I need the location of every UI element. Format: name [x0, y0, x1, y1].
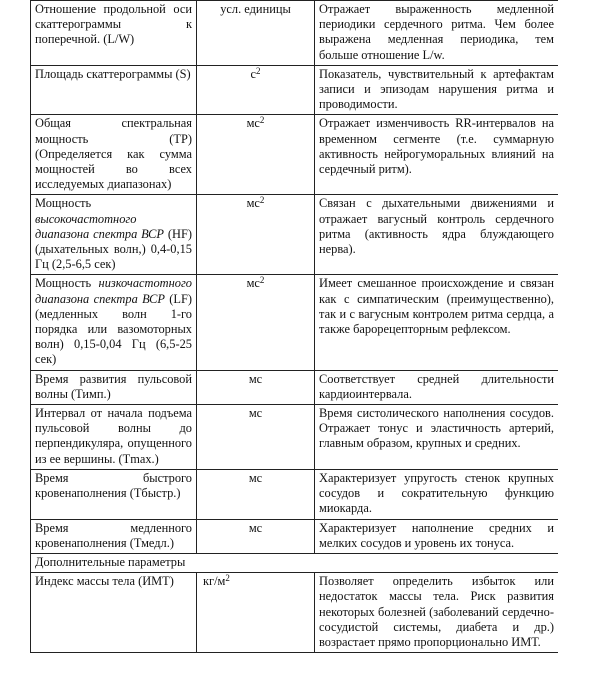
description-cell: Имеет смешанное происхождение и связан как с симпатическим (преимущественно), так и с вагусным контролем ритма сердца, а также барорецепторным рефлексом. — [315, 275, 559, 370]
table-row — [31, 115, 559, 195]
unit-cell: мс — [197, 469, 315, 519]
parameter-rest-text: (LF) (медленных волн 1-го порядка или вазомоторных волн) 0,15-0,04 Гц (6,5-25 сек) — [35, 291, 192, 367]
parameters-table — [30, 0, 558, 653]
unit-base: мс — [246, 116, 260, 131]
section-title: Дополнительные параметры — [31, 553, 559, 572]
parameter-cell: Индекс массы тела (ИМТ) — [31, 573, 197, 653]
parameter-cell: Интервал от начала подъема пульсовой волны до перпендикуляра, опущенного из ее вершины. (Tmax.) — [31, 405, 197, 470]
unit-cell — [197, 275, 315, 370]
description-cell: Характеризует упругость стенок крупных сосудов и сократительную функцию миокарда. — [315, 469, 559, 519]
unit-cell: мс — [197, 405, 315, 470]
parameter-cell: Отношение продольной оси скаттерограммы к поперечной. (L/W) — [31, 1, 197, 66]
parameter-cell — [31, 195, 197, 275]
description-cell: Связан с дыхательными движениями и отражает вагусный контроль сердечного ритма (активность ядра блуждающего нерва). — [315, 195, 559, 275]
unit-cell: усл. единицы — [197, 1, 315, 66]
parameter-cell: Время развития пульсовой волны (Тимп.) — [31, 370, 197, 404]
table-row — [31, 275, 559, 370]
unit-cell — [197, 573, 315, 653]
unit-base: мс — [246, 196, 260, 211]
parameter-rest-text: (HF) (дыхательных волн,) 0,4-0,15 Гц (2,5-6,5 сек) — [35, 226, 192, 272]
table-row — [31, 370, 559, 404]
parameter-cell: Общая спектральная мощность (ТР) (Определяется как сумма мощностей во всех исследуемых диапазонах) — [31, 115, 197, 195]
table-row — [31, 573, 559, 653]
unit-superscript: 2 — [259, 275, 265, 286]
table-row — [31, 195, 559, 275]
table-row — [31, 405, 559, 470]
parameter-plain-text: Мощность — [35, 196, 92, 211]
unit-superscript: 2 — [225, 573, 230, 584]
unit-superscript: 2 — [259, 115, 265, 126]
unit-cell: мс — [197, 370, 315, 404]
parameter-cell — [31, 275, 197, 370]
description-cell: Отражает изменчивость RR-интервалов на временном сегменте (т.е. суммарную активность нейрогуморальных влияний на сердечный ритм). — [315, 115, 559, 195]
table-row — [31, 469, 559, 519]
parameter-cell: Время медленного кровенаполнения (Тмедл.) — [31, 519, 197, 553]
parameter-plain-text: Мощность — [35, 276, 92, 291]
description-cell: Соответствует средней длительности кардиоинтервала. — [315, 370, 559, 404]
unit-cell — [197, 65, 315, 115]
unit-cell: мс — [197, 519, 315, 553]
unit-superscript: 2 — [256, 65, 261, 76]
table-row — [31, 1, 559, 66]
document-page — [30, 0, 558, 699]
unit-cell — [197, 195, 315, 275]
description-cell: Характеризует наполнение средних и мелких сосудов и уровень их тонуса. — [315, 519, 559, 553]
table-row — [31, 65, 559, 115]
table-row — [31, 519, 559, 553]
description-cell: Отражает выраженность медленной периодики сердечного ритма. Чем более выражена медленная периодика, тем больше отношение L/w. — [315, 1, 559, 66]
unit-superscript: 2 — [259, 195, 265, 206]
unit-cell — [197, 115, 315, 195]
unit-base: кг/м — [203, 574, 226, 589]
parameter-italic-text: низкочастотного диапазона спектра ВСР — [35, 276, 192, 306]
unit-base: с — [250, 66, 256, 81]
unit-base: мс — [246, 276, 260, 291]
parameter-cell: Время быстрого кровенаполнения (Тбыстр.) — [31, 469, 197, 519]
section-header-row — [31, 553, 559, 572]
description-cell: Позволяет определить избыток или недостаток массы тела. Риск развития некоторых болезней (заболеваний сердечно-сосудистой системы, диабета и др.) возрастает прямо пропорционально ИМТ. — [315, 573, 559, 653]
parameter-italic-text: высокочастотного диапазона спектра ВСР — [35, 211, 165, 241]
parameter-cell: Площадь скаттерограммы (S) — [31, 65, 197, 115]
description-cell: Показатель, чувствительный к артефактам записи и эпизодам нарушения ритма и проводимости. — [315, 65, 559, 115]
description-cell: Время систолического наполнения сосудов. Отражает тонус и эластичность артерий, главным образом, крупных и средних. — [315, 405, 559, 470]
